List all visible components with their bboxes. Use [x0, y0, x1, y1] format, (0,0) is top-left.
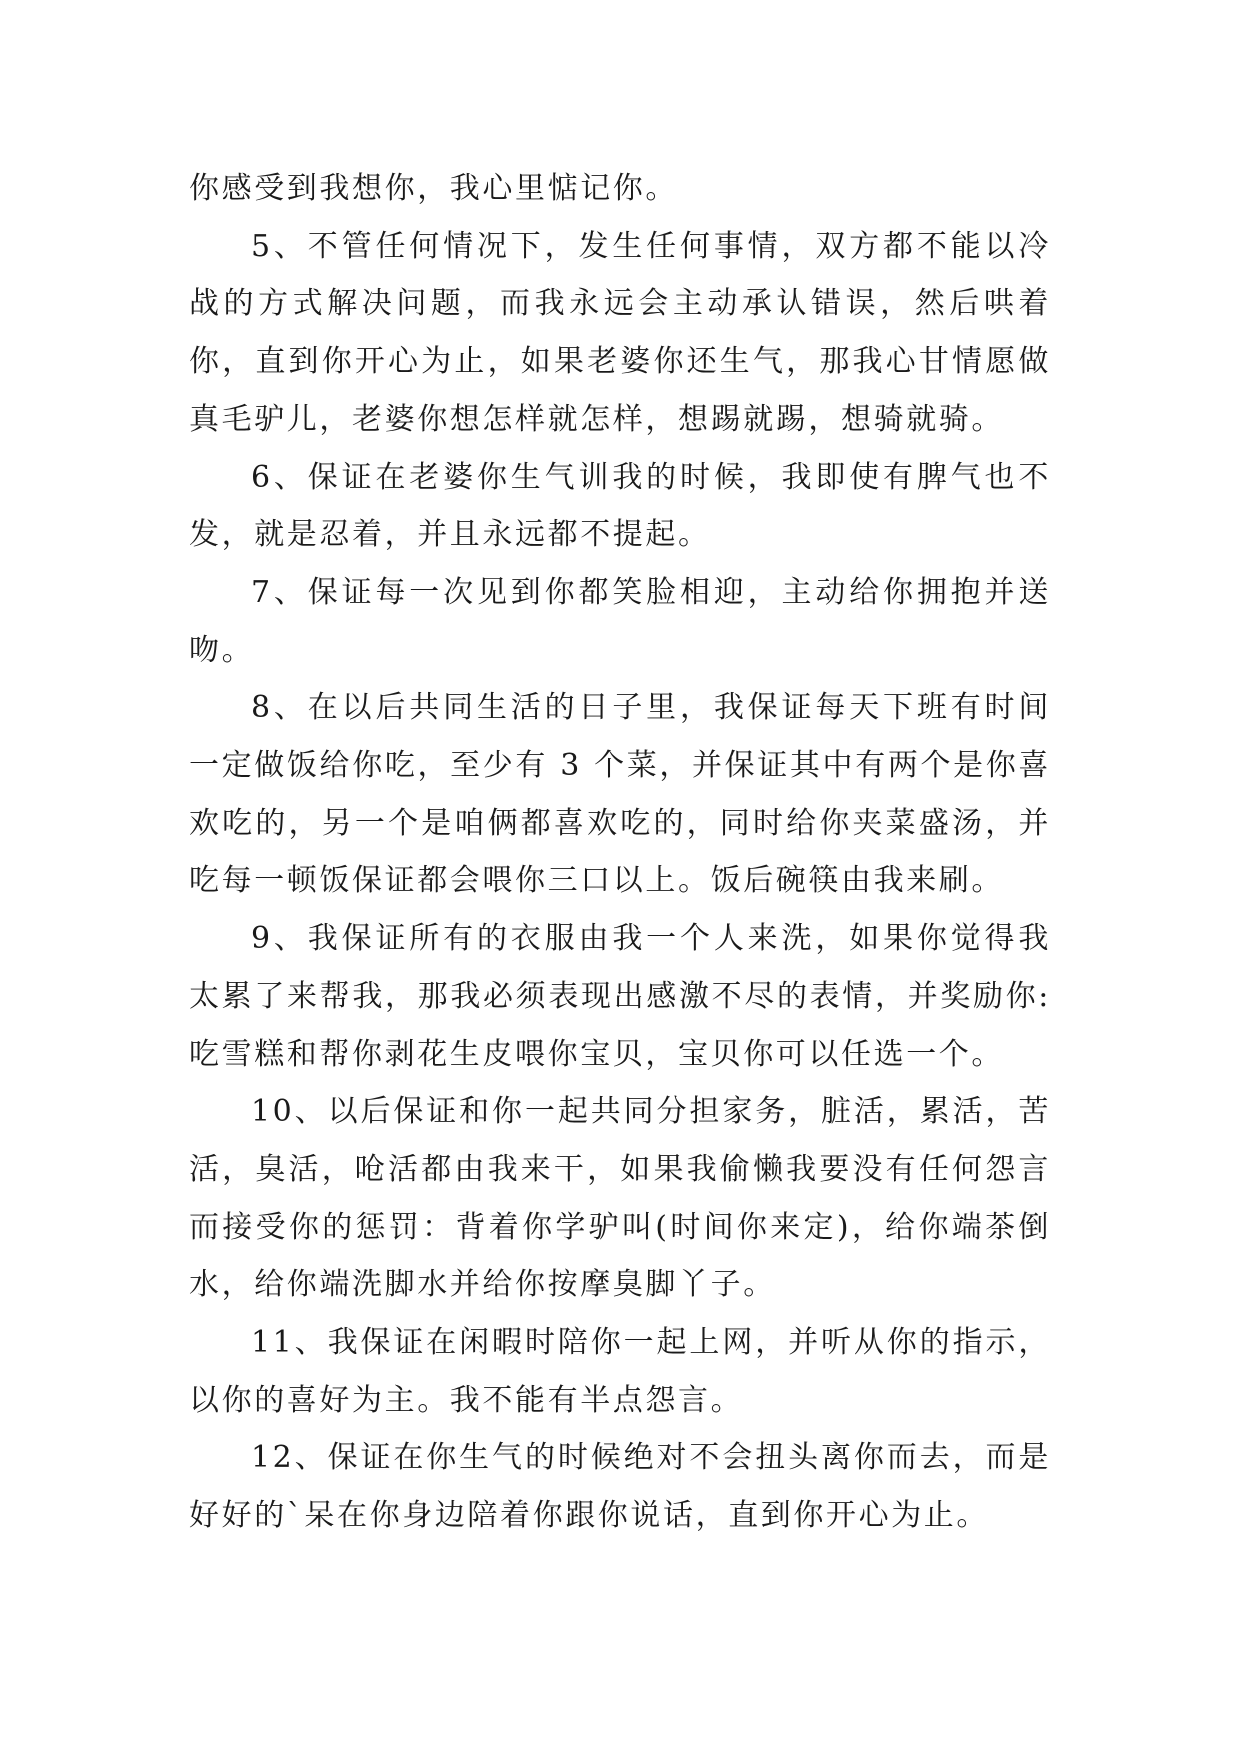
paragraph-item-5: 5、不管任何情况下，发生任何事情，双方都不能以冷战的方式解决问题，而我永远会主动承认错误，然后哄着你，直到你开心为止，如果老婆你还生气，那我心甘情愿做真毛驴儿，老婆你想怎样就怎样，想踢就踢，想骑就骑。 [189, 228, 1051, 437]
paragraph-item-9: 9、我保证所有的衣服由我一个人来洗，如果你觉得我太累了来帮我，那我必须表现出感激不尽的表情，并奖励你:吃雪糕和帮你剥花生皮喂你宝贝，宝贝你可以任选一个。 [189, 921, 1051, 1072]
paragraph-item-7: 7、保证每一次见到你都笑脸相迎，主动给你拥抱并送吻。 [189, 574, 1051, 668]
paragraph-item-12: 12、保证在你生气的时候绝对不会扭头离你而去，而是好好的`呆在你身边陪着你跟你说话，直到你开心为止。 [189, 1440, 1051, 1534]
paragraph-item-8: 8、在以后共同生活的日子里，我保证每天下班有时间一定做饭给你吃，至少有 3 个菜，并保证其中有两个是你喜欢吃的，另一个是咱俩都喜欢吃的，同时给你夹菜盛汤，并吃每一顿饭保证都会喂你三口以上。饭后碗筷由我来刷。 [189, 690, 1051, 899]
paragraph-continuation: 你感受到我想你，我心里惦记你。 [189, 171, 678, 206]
document-body [189, 160, 1051, 1545]
paragraph-item-6: 6、保证在老婆你生气训我的时候，我即使有脾气也不发，就是忍着，并且永远都不提起。 [189, 459, 1051, 553]
paragraph-item-11: 11、我保证在闲暇时陪你一起上网，并听从你的指示，以你的喜好为主。我不能有半点怨言。 [189, 1325, 1051, 1418]
paragraph-item-10: 10、以后保证和你一起共同分担家务，脏活，累活，苦活，臭活，呛活都由我来干，如果我偷懒我要没有任何怨言而接受你的惩罚：背着你学驴叫(时间你来定)，给你端茶倒水，给你端洗脚水并给你按摩臭脚丫子。 [189, 1094, 1051, 1303]
